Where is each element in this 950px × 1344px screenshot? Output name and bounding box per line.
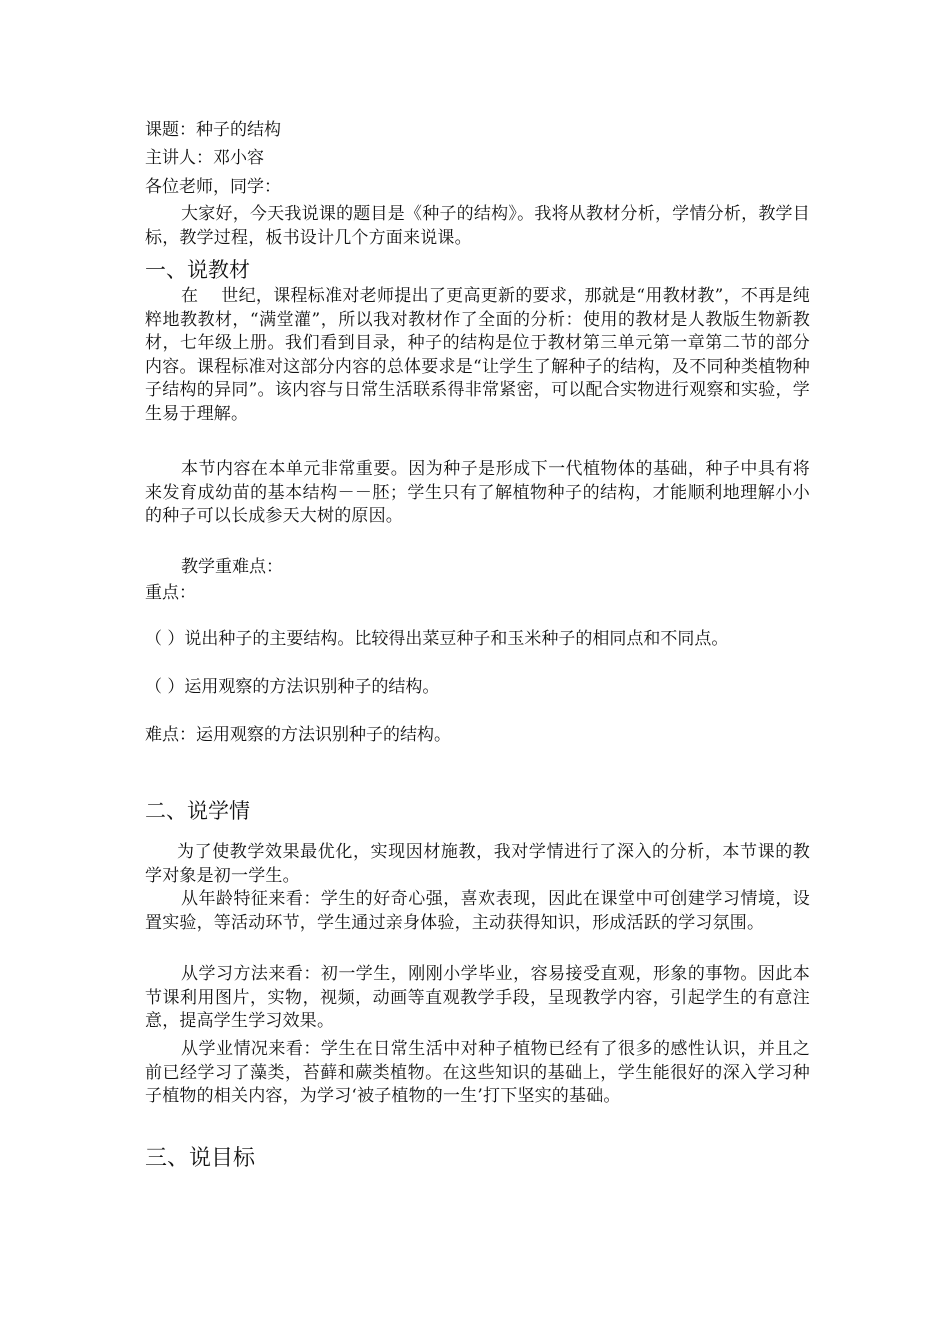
speaker-line: 主讲人：邓小容 — [145, 148, 264, 168]
key-points-title: 教学重难点： — [181, 557, 283, 577]
section3-heading: 三、说目标 — [145, 1146, 256, 1171]
section2-paragraph-4: 从学业情况来看：学生在日常生活中对种子植物已经有了很多的感性认识，并且之前已经学习了藻类，苔藓和蕨类植物。在这些知识的基础上，学生能很好的深入学习种子植物的相关内容，为学习‘被子植物的一生’打下坚实的基础。 — [145, 1039, 810, 1106]
section1-heading: 一、说教材 — [145, 258, 250, 282]
key-item-2: （ ）运用观察的方法识别种子的结构。 — [145, 677, 440, 697]
difficulty-line: 难点：运用观察的方法识别种子的结构。 — [145, 725, 451, 745]
section2-paragraph-2: 从年龄特征来看：学生的好奇心强，喜欢表现，因此在课堂中可创建学习情境，设置实验，等活动环节，学生通过亲身体验，主动获得知识，形成活跃的学习氛围。 — [145, 889, 810, 933]
section2-paragraph-3: 从学习方法来看：初一学生，刚刚小学毕业，容易接受直观，形象的事物。因此本节课利用图片，实物，视频，动画等直观教学手段，呈现教学内容，引起学生的有意注意，提高学生学习效果。 — [145, 964, 810, 1031]
section1-paragraph-2: 本节内容在本单元非常重要。因为种子是形成下一代植物体的基础，种子中具有将来发育成幼苗的基本结构－－胚；学生只有了解植物种子的结构，才能顺利地理解小小的种子可以长成参天大树的原因。 — [145, 459, 810, 526]
section2-heading: 二、说学情 — [145, 799, 250, 823]
greeting-line: 各位老师，同学： — [145, 177, 281, 197]
key-item-1: （ ）说出种子的主要结构。比较得出菜豆种子和玉米种子的相同点和不同点。 — [145, 629, 729, 649]
key-label: 重点： — [145, 583, 196, 603]
intro-paragraph: 大家好，今天我说课的题目是《种子的结构》。我将从教材分析，学情分析，教学目标，教学过程，板书设计几个方面来说课。 — [145, 204, 810, 248]
section1-paragraph-1: 在 世纪，课程标准对老师提出了更高更新的要求，那就是“用教材教”，不再是纯粹地教教材，“满堂灌”，所以我对教材作了全面的分析：使用的教材是人教版生物新教材，七年级上册。我们看到目录，种子的结构是位于教材第三单元第一章第二节的部分内容。课程标准对这部分内容的总体要求是“让学生了解种子的结构，及不同种类植物种子结构的异同”。该内容与日常生活联系得非常紧密，可以配合实物进行观察和实验，学生易于理解。 — [145, 286, 810, 424]
section2-paragraph-1: 为了使教学效果最优化，实现因材施教，我对学情进行了深入的分析，本节课的教学对象是初一学生。 — [145, 842, 810, 886]
topic-line: 课题：种子的结构 — [145, 120, 281, 140]
